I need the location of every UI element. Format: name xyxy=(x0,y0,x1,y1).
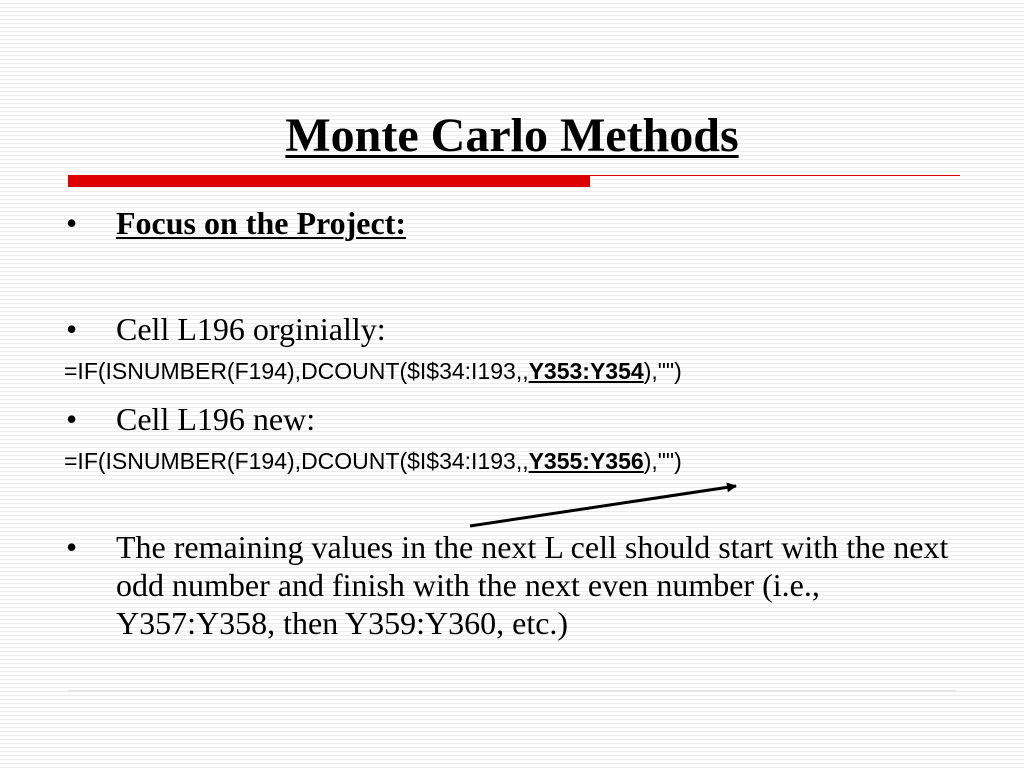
formula-suffix: ),"") xyxy=(643,358,682,384)
bullet-cell-new: Cell L196 new: xyxy=(116,401,316,437)
bullet-marker: • xyxy=(66,311,78,347)
bullet-cell-original: Cell L196 orginially: xyxy=(116,311,386,347)
formula-prefix: =IF(ISNUMBER(F194),DCOUNT($I$34:I193,, xyxy=(64,358,529,384)
bullet-marker: • xyxy=(66,401,78,437)
formula-range-ref: Y353:Y354 xyxy=(528,358,644,384)
bullet-remaining-values: The remaining values in the next L cell should start with the next odd number and finish with the next even number (i.e., Y357:Y358, then Y359:Y360, etc.) xyxy=(116,529,949,641)
formula-original xyxy=(64,356,682,386)
formula-prefix: =IF(ISNUMBER(F194),DCOUNT($I$34:I193,, xyxy=(64,448,529,474)
formula-suffix: ),"") xyxy=(643,448,682,474)
bullet-marker: • xyxy=(66,529,78,565)
title-rule-thick xyxy=(68,175,590,187)
formula-new xyxy=(64,446,682,476)
bullet-focus-heading: Focus on the Project: xyxy=(116,205,406,241)
title-rule-thin xyxy=(590,175,960,176)
bottom-rule xyxy=(68,690,956,691)
bullet-marker: • xyxy=(66,205,78,241)
formula-range-ref: Y355:Y356 xyxy=(528,448,644,474)
slide-title: Monte Carlo Methods xyxy=(285,109,739,162)
